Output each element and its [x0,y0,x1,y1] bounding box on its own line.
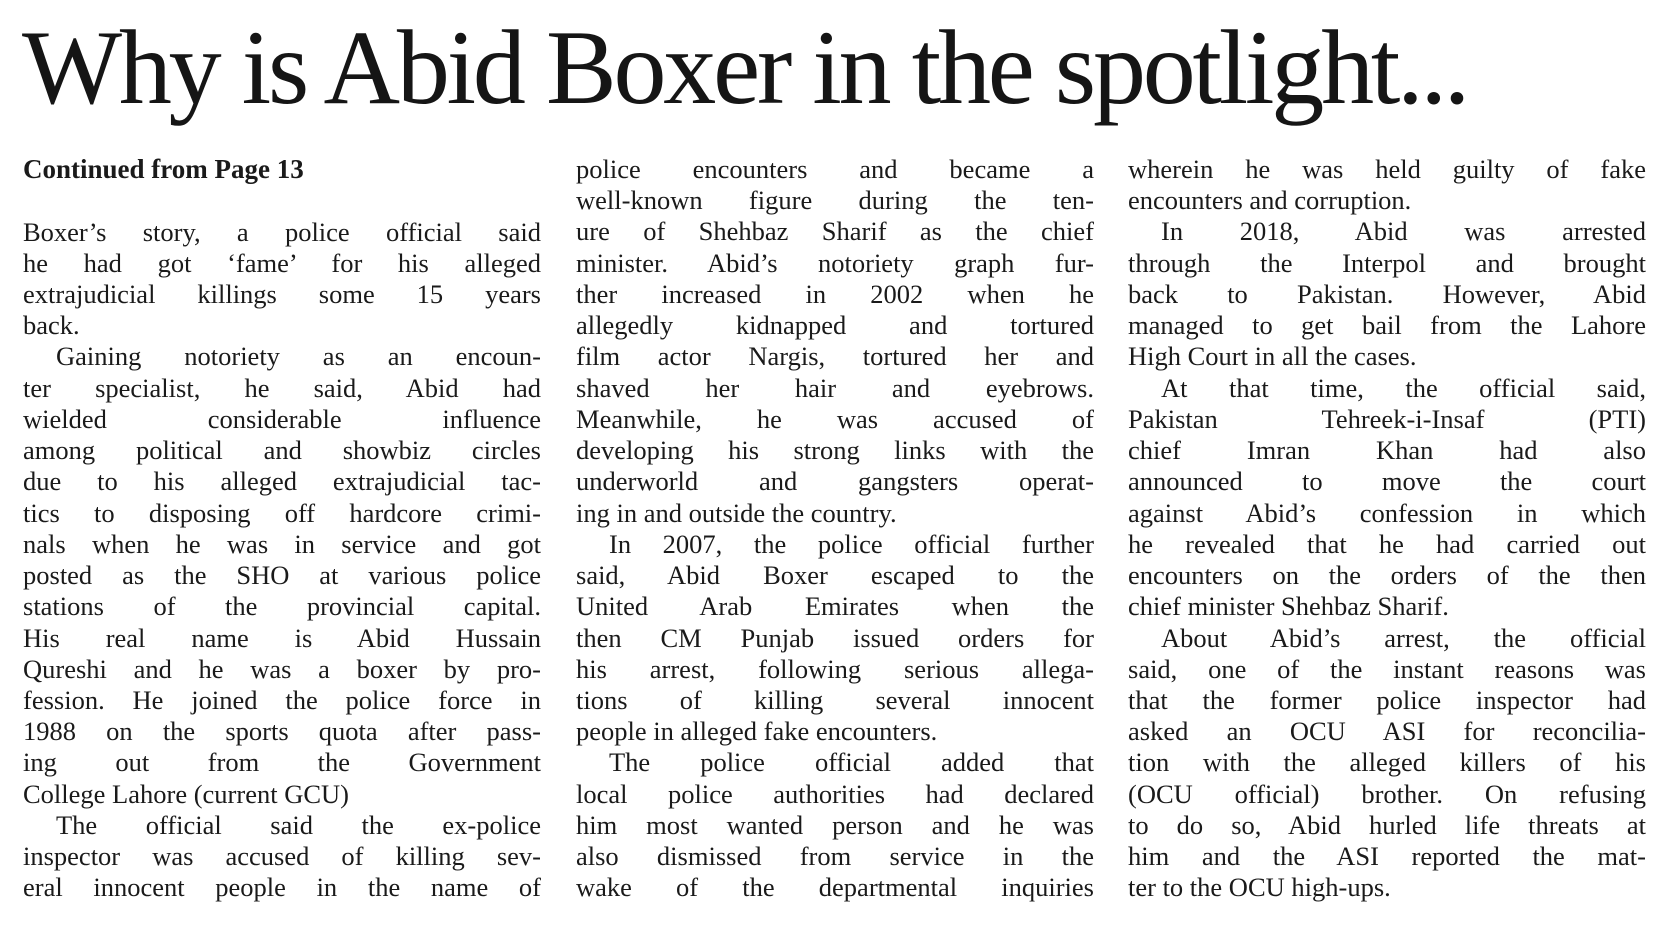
text-line: wielded considerable influence [23,403,541,434]
continued-from-label: Continued from Page 13 [23,154,304,184]
text-line: Qureshi and he was a boxer by pro- [23,653,541,684]
text-line: ter to the OCU high-ups. [1128,872,1391,903]
text-line: managed to get bail from the Lahore [1128,310,1646,341]
text-line: underworld and gangsters operat- [576,466,1094,497]
text-line: back to Pakistan. However, Abid [1128,278,1646,309]
text-line: eral innocent people in the name of [23,872,541,903]
text-line: tion with the alleged killers of his [1128,747,1646,778]
text-line: developing his strong links with the [576,435,1094,466]
text-line: (OCU official) brother. On refusing [1128,778,1646,809]
text-line: The official said the ex-police [56,809,541,840]
text-line: encounters and corruption. [1128,185,1412,216]
text-line: to do so, Abid hurled life threats at [1128,809,1646,840]
paragraph [1128,623,1646,904]
text-line: ther increased in 2002 when he [576,278,1094,309]
text-line: fession. He joined the police force in [23,685,541,716]
text-line: Gaining notoriety as an encoun- [56,341,541,372]
text-line: minister. Abid’s notoriety graph fur- [576,247,1094,278]
text-line: College Lahore (current GCU) [23,778,349,809]
text-line: film actor Nargis, tortured her and [576,341,1094,372]
paragraph [576,747,1094,903]
text-line: United Arab Emirates when the [576,591,1094,622]
text-line: said, Abid Boxer escaped to the [576,560,1094,591]
text-line: ing in and outside the country. [576,497,897,528]
text-line: police encounters and became a [576,154,1094,184]
text-line: encounters on the orders of the then [1128,560,1646,591]
text-line: tics to disposing off hardcore crimi- [23,497,541,528]
paragraph [23,810,541,904]
text-line: High Court in all the cases. [1128,341,1417,372]
text-line: him most wanted person and he was [576,809,1094,840]
text-line: wherein he was held guilty of fake [1128,154,1646,184]
text-line: About Abid’s arrest, the official [1161,622,1646,653]
paragraph [1128,154,1646,216]
text-line: shaved her hair and eyebrows. [576,372,1094,403]
text-line: ure of Shehbaz Sharif as the chief [576,216,1094,247]
text-line: Meanwhile, he was accused of [576,403,1094,434]
paragraph [23,217,541,342]
text-line: then CM Punjab issued orders for [576,622,1094,653]
text-line: through the Interpol and brought [1128,247,1646,278]
paragraph [1128,373,1646,623]
article-column-3 [1128,154,1646,904]
text-line: nals when he was in service and got [23,528,541,559]
text-line: tions of killing several innocent [576,684,1094,715]
text-line: His real name is Abid Hussain [23,622,541,653]
text-line: announced to move the court [1128,466,1646,497]
text-line: wake of the departmental inquiries [576,872,1094,903]
paragraph [1128,216,1646,372]
article-column-2 [576,154,1094,904]
text-line: his arrest, following serious allega- [576,653,1094,684]
text-line: In 2007, the police official further [609,528,1094,559]
text-line: At that time, the official said, [1161,372,1646,403]
text-line: he had got ‘fame’ for his alleged [23,247,541,278]
text-line: inspector was accused of killing sev- [23,841,541,872]
text-line: chief Imran Khan had also [1128,435,1646,466]
text-line: stations of the provincial capital. [23,591,541,622]
headline: Why is Abid Boxer in the spotlight... [22,9,1468,126]
text-line: he revealed that he had carried out [1128,528,1646,559]
text-line: also dismissed from service in the [576,841,1094,872]
text-line: The police official added that [609,747,1094,778]
text-line: allegedly kidnapped and tortured [576,310,1094,341]
text-line: people in alleged fake encounters. [576,716,938,747]
text-line: Boxer’s story, a police official said [23,216,541,247]
text-line: well-known figure during the ten- [576,185,1094,216]
text-line: asked an OCU ASI for reconcilia- [1128,716,1646,747]
article-column-1 [23,154,541,904]
paragraph [576,154,1094,529]
text-line: back. [23,310,80,341]
text-line: due to his alleged extrajudicial tac- [23,466,541,497]
text-line: In 2018, Abid was arrested [1161,216,1646,247]
text-line: 1988 on the sports quota after pass- [23,716,541,747]
text-line: among political and showbiz circles [23,435,541,466]
text-line: Pakistan Tehreek-i-Insaf (PTI) [1128,403,1646,434]
text-line: local police authorities had declared [576,778,1094,809]
text-line: chief minister Shehbaz Sharif. [1128,591,1449,622]
text-line: ter specialist, he said, Abid had [23,372,541,403]
text-line: him and the ASI reported the mat- [1128,841,1646,872]
text-line: said, one of the instant reasons was [1128,653,1646,684]
text-line: posted as the SHO at various police [23,560,541,591]
text-line: against Abid’s confession in which [1128,497,1646,528]
text-line: extrajudicial killings some 15 years [23,278,541,309]
text-line: that the former police inspector had [1128,684,1646,715]
paragraph [23,341,541,810]
paragraph [576,529,1094,748]
text-line: ing out from the Government [23,747,541,778]
